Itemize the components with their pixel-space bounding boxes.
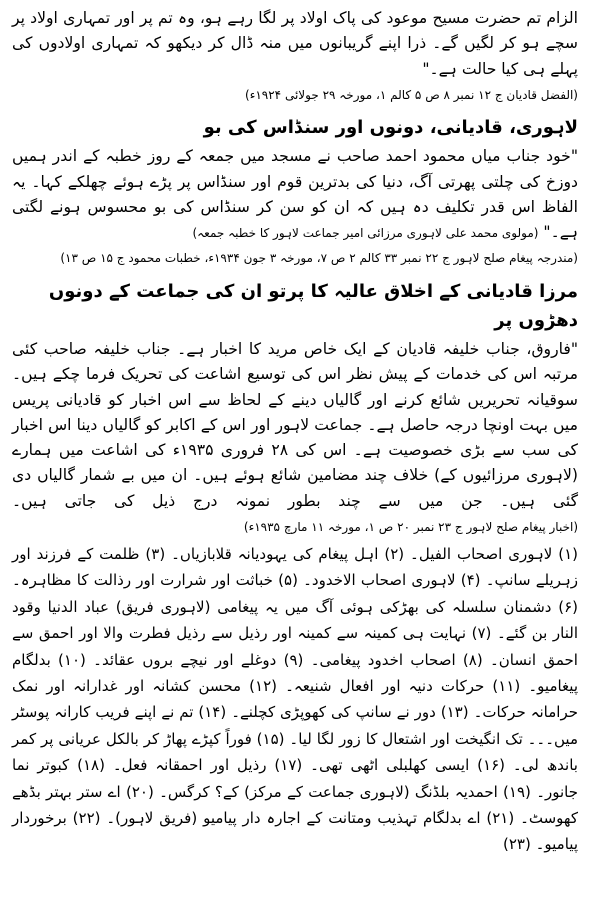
- quote-1: [12, 144, 578, 245]
- paragraph-2-citation: (اخبار پیغام صلح لاہور ج ۲۳ نمبر ۲۰ ص ۱، مورخہ ۱۱ مارچ ۱۹۳۵ء): [243, 519, 578, 534]
- section-heading-1: لاہوری، قادیانی، دونوں اور سنڈاس کی بو: [203, 117, 578, 139]
- quote-1-attribution: (مولوی محمد علی لاہوری مرزائی امیر جماعت لاہور کا خطبہ جمعہ): [192, 226, 539, 241]
- quote-1-text: "خود جناب میاں محمود احمد صاحب نے مسجد میں جمعہ کے روز خطبہ کے اندر ہمیں دوزخ کی چلتی پھرتی آگ، دنیا کی بدترین قوم اور سنڈاس پر پڑے ہوئے چھلکے کہا۔ یہ الفاظ اس قدر تکلیف دہ ہیں کہ ان کو سن کر سنڈاس کی بو محسوس ہونے لگتی ہے۔": [12, 147, 578, 242]
- insults-list: (۱) لاہوری اصحاب الفیل۔ (۲) اہل پیغام کی یہودیانہ قلابازیاں۔ (۳) ظلمت کے فرزند اور زہریلے سانپ۔ (۴) لاہوری اصحاب الاخدود۔ (۵) خباثت اور شرارت اور رذالت کا مظاہرہ۔ (۶) دشمنان سلسلہ کی بھڑکی ہوئی آگ میں یہ پیغامی (لاہوری فریق) عباد الدنیا وقود النار بن گئے۔ (۷) نہایت ہی کمینہ سے کمینہ اور رذیل سے رذیل فطرت والا اور احمق سے احمق انسان۔ (۸) اصحاب اخدود پیغامی۔ (۹) دوغلے اور نیچے بروں عقائد۔ (۱۰) بدلگام پیغامیو۔ (۱۱) حرکات دنیہ اور افعال شنیعہ۔ (۱۲) محسن کشانہ اور غدارانہ اور نمک حرامانہ حرکات۔ (۱۳) دور نے سانپ کی کھوپڑی کچلنے۔ (۱۴) تم نے اپنے فریب کارانہ پوسٹر میں۔۔۔ تک انگیخت اور اشتعال کا زور لگا لیا۔ (۱۵) فوراً کپڑے پھاڑ کر بالکل عریانی پر کمر باندھ لی۔ (۱۶) ایسی کھلبلی اٹھی تھی۔ (۱۷) رذیل اور احمقانہ فعل۔ (۱۸) کبوتر نما جانور۔ (۱۹) احمدیہ بلڈنگ (لاہوری جماعت کے مرکز) کے؟ کرگس۔ (۲۰) اے ستر بہتر بڈھے کھوسٹ۔ (۲۱) اے بدلگام تہذیب ومتانت کے اجارہ دار پیامیو (فریق لاہور)۔ (۲۲) برخوردار پیامیو۔ (۲۳): [12, 545, 578, 854]
- section-heading-2: مرزا قادیانی کے اخلاق عالیہ کا پرتو ان کی جماعت کے دونوں دھڑوں پر: [48, 280, 578, 331]
- intro-quote: الزام تم حضرت مسیح موعود کی پاک اولاد پر لگا رہے ہو، وہ تم پر اور تمہاری اولاد پر سچے ہو کر لگیں گے۔ ذرا اپنے گریبانوں میں منہ ڈال کر دیکھو کہ تمہاری اولادوں کی پہلے ہی کیا حالت ہے۔": [12, 9, 578, 78]
- intro-citation: (الفضل قادیان ج ۱۲ نمبر ۸ ص ۵ کالم ۱، مورخہ ۲۹ جولائی ۱۹۲۴ء): [245, 87, 578, 102]
- quote-1-citation: (مندرجہ پیغام صلح لاہور ج ۲۲ نمبر ۳۳ کالم ۲ ص ۷، مورخہ ۳ جون ۱۹۳۴ء، خطبات محمود ج ۱۵ ص ۱۳): [60, 251, 578, 266]
- paragraph-2: [12, 337, 578, 539]
- paragraph-2-text: "فاروق، جناب خلیفہ قادیان کے ایک خاص مرید کا اخبار ہے۔ جناب خلیفہ صاحب کئی مرتبہ اس کی خدمات کے پیش نظر اس کی توسیع اشاعت کی تحریک فرما چکے ہیں۔ سوقیانہ تحریریں شائع کرنے اور گالیاں دینے کے لحاظ سے اس اخبار کو قادیانی پریس میں بہت اونچا درجہ حاصل ہے۔ جماعت لاہور اور اس کے اکابر کو گالیاں دینا اس اخبار کی سب سے بڑی خصوصیت ہے۔ اس کی ۲۸ فروری ۱۹۳۵ء کی اشاعت میں ہمارے (لاہوری مرزائیوں کے) خلاف چند مضامین شائع ہوئے ہیں۔ ان میں بے شمار گالیاں دی گئی ہیں۔ جن میں سے چند بطور نمونہ درج ذیل کی جاتی ہیں۔: [12, 340, 578, 510]
